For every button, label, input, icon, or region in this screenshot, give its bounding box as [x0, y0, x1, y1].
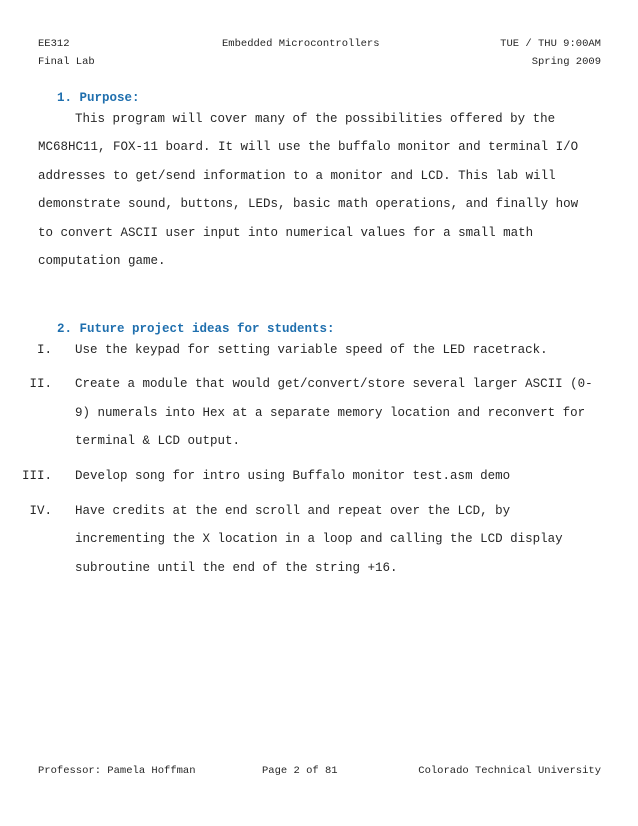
purpose-line-1: This program will cover many of the possibilities offered by the: [75, 112, 556, 126]
purpose-heading: 1. Purpose:: [57, 91, 140, 105]
list-numeral: III.: [21, 469, 52, 483]
lab-name: Final Lab: [38, 56, 95, 68]
footer-institution: Colorado Technical University: [418, 765, 601, 777]
list-item-text: subroutine until the end of the string +16.: [75, 561, 398, 575]
list-item-text: Use the keypad for setting variable speed of the LED racetrack.: [75, 343, 548, 357]
footer-page-number: Page 2 of 81: [262, 765, 338, 777]
purpose-line-6: computation game.: [38, 254, 166, 268]
list-item-text: Develop song for intro using Buffalo monitor test.asm demo: [75, 469, 511, 483]
list-numeral: IV.: [29, 504, 52, 518]
list-item-text: terminal & LCD output.: [75, 434, 241, 448]
course-title: Embedded Microcontrollers: [222, 38, 380, 50]
future-ideas-heading: 2. Future project ideas for students:: [57, 322, 335, 336]
class-schedule: TUE / THU 9:00AM: [500, 38, 601, 50]
purpose-line-3: addresses to get/send information to a monitor and LCD. This lab will: [38, 169, 556, 183]
course-code: EE312: [38, 38, 70, 50]
list-numeral: I.: [36, 343, 52, 357]
purpose-line-4: demonstrate sound, buttons, LEDs, basic math operations, and finally how: [38, 197, 579, 211]
purpose-line-5: to convert ASCII user input into numerical values for a small math: [38, 226, 534, 240]
footer-professor: Professor: Pamela Hoffman: [38, 765, 196, 777]
list-item-text: 9) numerals into Hex at a separate memory location and reconvert for: [75, 406, 586, 420]
list-item-text: incrementing the X location in a loop and calling the LCD display: [75, 532, 563, 546]
purpose-line-2: MC68HC11, FOX-11 board. It will use the buffalo monitor and terminal I/O: [38, 140, 579, 154]
list-numeral: II.: [29, 377, 52, 391]
list-item-text: Create a module that would get/convert/store several larger ASCII (0-: [75, 377, 593, 391]
term: Spring 2009: [531, 56, 601, 68]
list-item-text: Have credits at the end scroll and repeat over the LCD, by: [75, 504, 511, 518]
